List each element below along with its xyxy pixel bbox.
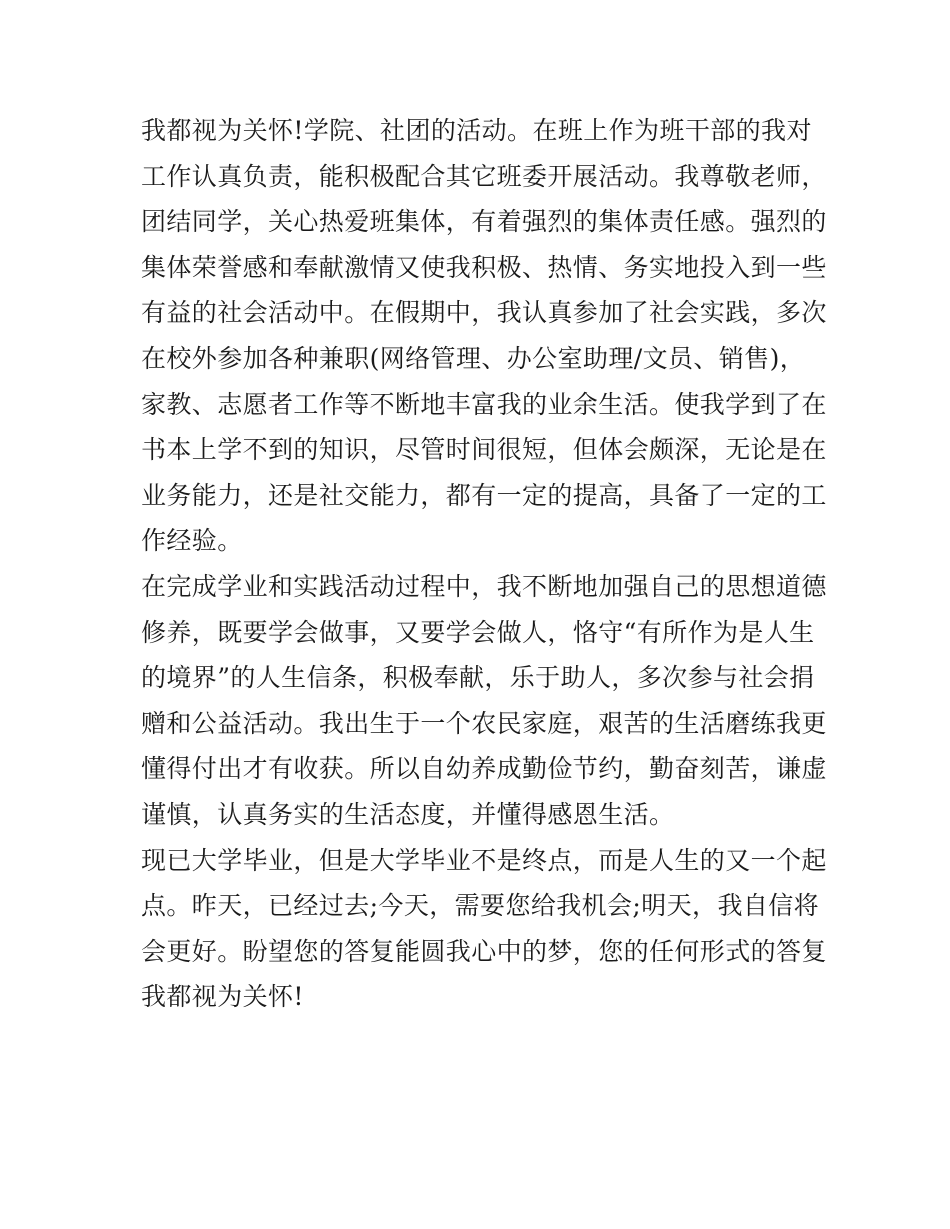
- text-line: 在校外参加各种兼职(网络管理、办公室助理/文员、销售)，: [141, 343, 806, 373]
- text-line: 在完成学业和实践活动过程中，我不断地加强自己的思想道德: [141, 571, 827, 601]
- text-line: 书本上学不到的知识，尽管时间很短，但体会颇深，无论是在: [141, 435, 827, 465]
- text-line: 我都视为关怀!学院、社团的活动。在班上作为班干部的我对: [141, 116, 812, 145]
- text-line: 点。昨天，已经过去;今天，需要您给我机会;明天，我自信将: [141, 891, 820, 921]
- text-line: 我都视为关怀!: [141, 982, 304, 1012]
- text-line: 懂得付出才有收获。所以自幼养成勤俭节约，勤奋刻苦，谦虚: [141, 754, 827, 784]
- text-line: 工作认真负责，能积极配合其它班委开展活动。我尊敬老师，: [141, 161, 827, 191]
- text-line: 集体荣誉感和奉献激情又使我积极、热情、务实地投入到一些: [141, 252, 827, 282]
- text-line: 团结同学，关心热爱班集体，有着强烈的集体责任感。强烈的: [141, 207, 827, 237]
- text-line: 赠和公益活动。我出生于一个农民家庭，艰苦的生活磨练我更: [141, 708, 827, 738]
- text-line: 家教、志愿者工作等不断地丰富我的业余生活。使我学到了在: [141, 389, 827, 419]
- text-line: 谨慎，认真务实的生活态度，并懂得感恩生活。: [141, 799, 675, 829]
- text-line: 作经验。: [141, 526, 243, 556]
- text-line: 现已大学毕业，但是大学毕业不是终点，而是人生的又一个起: [141, 845, 827, 875]
- text-line: 有益的社会活动中。在假期中，我认真参加了社会实践，多次: [141, 298, 827, 328]
- text-line: 修养，既要学会做事，又要学会做人，恪守“有所作为是人生: [141, 617, 815, 647]
- text-line: 业务能力，还是社交能力，都有一定的提高，具备了一定的工: [141, 480, 827, 510]
- text-line: 的境界”的人生信条，积极奉献，乐于助人，多次参与社会捐: [141, 663, 815, 693]
- text-line: 会更好。盼望您的答复能圆我心中的梦，您的任何形式的答复: [141, 936, 827, 966]
- document-body: [141, 108, 827, 1020]
